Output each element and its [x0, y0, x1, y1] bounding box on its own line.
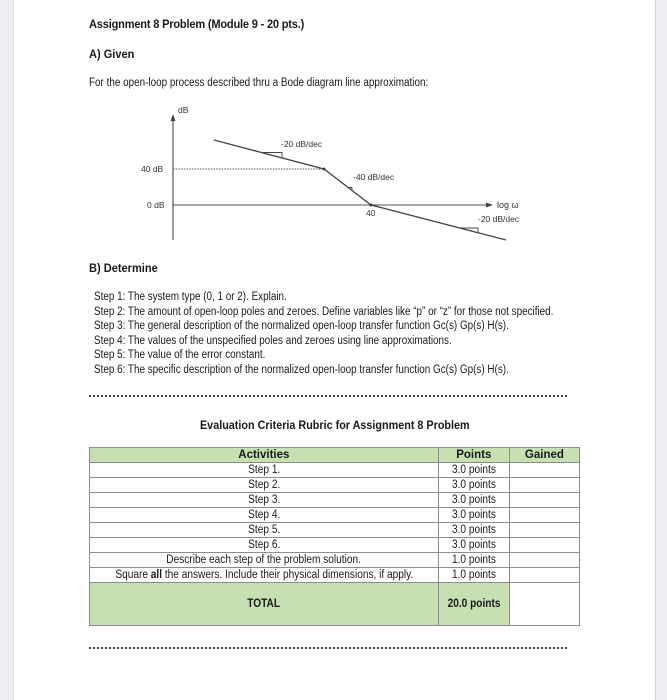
activity-text: Step 3. — [247, 494, 280, 506]
crossover-marker — [370, 204, 373, 207]
gained-cell — [509, 508, 579, 523]
y-axis-label: dB — [178, 105, 189, 115]
activity-text-suffix: the answers. Include their physical dimensions, if apply. — [161, 569, 413, 581]
points-text: 3.0 points — [451, 524, 496, 536]
table-row — [90, 463, 580, 478]
points-cell — [438, 553, 509, 568]
activity-text-bold: all — [150, 569, 162, 581]
total-label: TOTAL — [247, 598, 281, 610]
total-gained-cell — [509, 583, 579, 626]
section-a-intro: For the open-loop process described thru a Bode diagram line approximation: — [89, 77, 429, 89]
y-axis-arrow-icon — [171, 114, 176, 121]
slope-label-1: -20 dB/dec — [281, 139, 323, 149]
y-tick-40db: 40 dB — [141, 164, 164, 174]
points-text: 3.0 points — [451, 464, 496, 476]
points-cell — [438, 523, 509, 538]
activity-cell — [90, 523, 439, 538]
points-cell — [438, 493, 509, 508]
rubric-table — [89, 447, 580, 626]
bottom-divider — [89, 647, 567, 649]
step-1: Step 1: The system type (0, 1 or 2). Explain. — [94, 291, 287, 303]
activity-cell — [90, 463, 439, 478]
activity-text-prefix: Square — [114, 569, 151, 581]
step-5: Step 5: The value of the error constant. — [94, 349, 266, 361]
points-text: 3.0 points — [451, 509, 496, 521]
activity-text: Step 5. — [247, 524, 280, 536]
activity-cell — [90, 508, 439, 523]
activity-text: Describe each step of the problem solution. — [166, 554, 362, 566]
gained-cell — [509, 493, 579, 508]
points-text: 3.0 points — [451, 494, 496, 506]
rubric-header-row — [90, 448, 580, 463]
gained-cell — [509, 568, 579, 583]
section-b-heading: B) Determine — [89, 261, 158, 275]
step-2: Step 2: The amount of open-loop poles and zeroes. Define variables like “p” or “z” for those not specified. — [94, 305, 554, 318]
points-text: 3.0 points — [451, 539, 496, 551]
gained-cell — [509, 538, 579, 553]
rubric-title-text: Evaluation Criteria Rubric for Assignment 8 Problem — [199, 418, 470, 432]
step-6: Step 6: The specific description of the normalized open-loop transfer function Gc(s) Gp(s) H(s). — [94, 363, 509, 376]
total-label-cell — [90, 583, 439, 626]
y-tick-0db: 0 dB — [147, 200, 165, 210]
points-text: 1.0 points — [451, 554, 496, 566]
activity-cell — [90, 553, 439, 568]
x-tick-40: 40 — [366, 208, 376, 218]
bode-magnitude-asymptote — [214, 140, 506, 240]
steps-list — [94, 290, 553, 377]
header-gained: Gained — [509, 448, 579, 463]
activity-text: Step 4. — [247, 509, 280, 521]
gained-cell — [509, 463, 579, 478]
header-points: Points — [438, 448, 509, 463]
gained-cell — [509, 523, 579, 538]
points-cell — [438, 508, 509, 523]
gained-cell — [509, 553, 579, 568]
total-points-cell — [438, 583, 509, 626]
table-row — [90, 493, 580, 508]
document-title: Assignment 8 Problem (Module 9 - 20 pts.) — [89, 17, 305, 31]
table-row — [90, 523, 580, 538]
activity-text: Step 6. — [247, 539, 280, 551]
activity-cell — [90, 568, 439, 583]
table-row — [90, 538, 580, 553]
table-row — [90, 553, 580, 568]
points-cell — [438, 538, 509, 553]
section-a-heading: A) Given — [89, 47, 135, 61]
total-row — [90, 583, 580, 626]
activity-cell — [90, 493, 439, 508]
bode-diagram — [1, 0, 667, 260]
slope-label-2: -40 dB/dec — [353, 172, 395, 182]
total-points: 20.0 points — [447, 598, 501, 610]
step-3: Step 3: The general description of the normalized open-loop transfer function Gc(s) Gp(s) H(s). — [94, 320, 509, 332]
table-row — [90, 508, 580, 523]
section-divider — [89, 395, 567, 397]
points-text: 3.0 points — [451, 479, 496, 491]
header-activities: Activities — [90, 448, 439, 463]
activity-text: Step 2. — [247, 479, 280, 491]
table-row — [90, 568, 580, 583]
table-row — [90, 478, 580, 493]
activity-text — [115, 568, 413, 582]
points-text: 1.0 points — [451, 569, 496, 581]
rubric-title — [14, 418, 655, 432]
x-axis-label: log ω — [497, 200, 519, 210]
break-point-marker — [323, 168, 326, 171]
activity-cell — [90, 538, 439, 553]
x-axis-arrow-icon — [486, 203, 493, 208]
points-cell — [438, 568, 509, 583]
points-cell — [438, 463, 509, 478]
activity-text: Step 1. — [247, 464, 280, 476]
gained-cell — [509, 478, 579, 493]
step-4: Step 4: The values of the unspecified poles and zeroes using line approximations. — [94, 334, 452, 347]
points-cell — [438, 478, 509, 493]
document-page — [13, 0, 656, 700]
slope-label-3: -20 dB/dec — [478, 214, 520, 224]
activity-cell — [90, 478, 439, 493]
